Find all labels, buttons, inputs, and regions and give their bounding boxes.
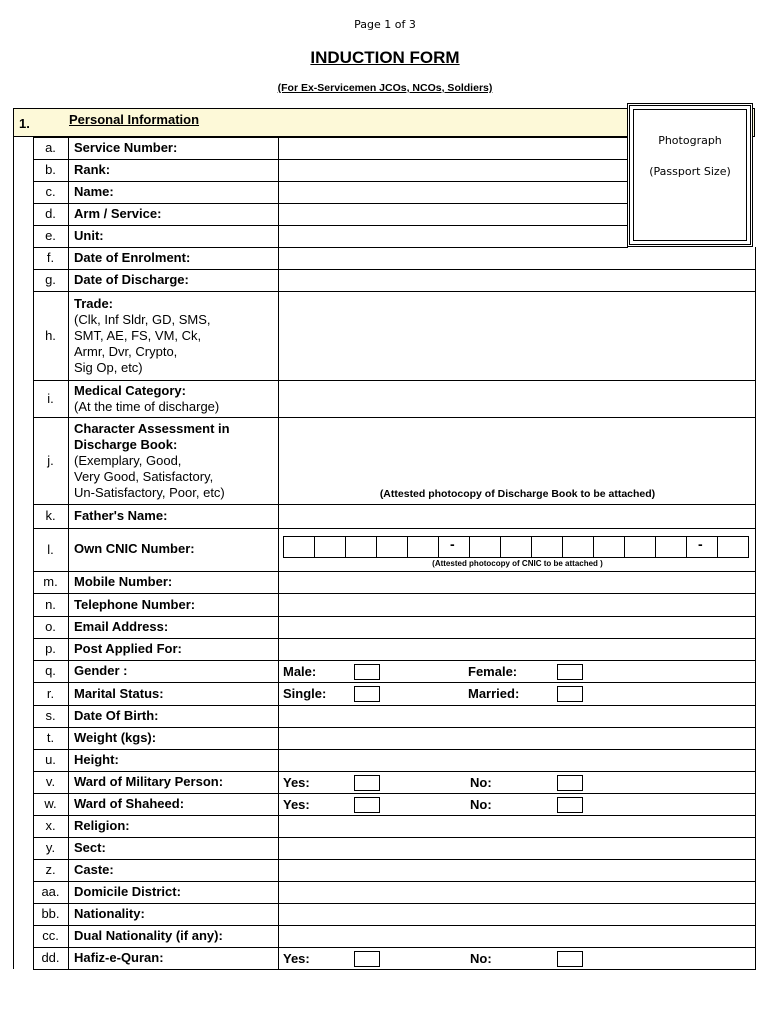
field-letter: l.	[47, 541, 54, 557]
field-value-cell[interactable]	[280, 750, 754, 770]
page-number: Page 1 of 3	[354, 18, 416, 31]
option-label: No:	[470, 797, 492, 812]
field-letter: x.	[45, 818, 56, 833]
field-label: Marital Status:	[74, 685, 164, 701]
field-value-cell[interactable]	[280, 572, 754, 592]
field-letter: k.	[45, 508, 56, 523]
field-letter: h.	[45, 327, 56, 343]
field-label: Mobile Number:	[74, 574, 173, 589]
field-value-cell[interactable]	[280, 381, 754, 416]
cnic-digit-box[interactable]	[624, 536, 656, 558]
field-value-cell[interactable]	[280, 204, 626, 224]
field-label: Own CNIC Number:	[74, 541, 195, 556]
option-checkbox[interactable]	[354, 775, 380, 791]
field-label: Sect:	[74, 840, 106, 855]
field-label: Date Of Birth:	[74, 708, 159, 723]
cnic-digit-box[interactable]	[376, 536, 408, 558]
field-value-cell[interactable]	[280, 860, 754, 880]
section-title: Personal Information	[69, 112, 200, 127]
field-label: Character Assessment in Discharge Book: (Exemplary, Good, Very Good, Satisfactory, Un-Satisfactory, Poor, etc)	[74, 420, 230, 500]
field-letter: cc.	[42, 928, 59, 943]
field-label: Telephone Number:	[74, 596, 196, 612]
option-checkbox[interactable]	[557, 664, 583, 680]
field-label: Name:	[74, 184, 114, 199]
field-value-cell[interactable]	[280, 160, 626, 180]
field-letter: q.	[45, 663, 56, 678]
field-label: Religion:	[74, 818, 130, 833]
option-label: No:	[470, 775, 492, 790]
field-letter: t.	[46, 730, 55, 745]
photograph-frame	[633, 109, 747, 241]
option-checkbox[interactable]	[354, 951, 380, 967]
option-label: Married:	[468, 686, 520, 701]
attachment-note: (Attested photocopy of Discharge Book to be attached)	[379, 488, 656, 500]
form-subtitle: (For Ex-Servicemen JCOs, NCOs, Soldiers)	[277, 82, 493, 94]
option-checkbox[interactable]	[557, 775, 583, 791]
field-value-cell[interactable]	[280, 794, 754, 814]
field-letter: s.	[45, 708, 56, 723]
field-label: Hafiz-e-Quran:	[74, 950, 164, 965]
cnic-digit-box[interactable]	[283, 536, 315, 558]
field-letter: c.	[45, 184, 56, 199]
field-label: Ward of Military Person:	[74, 774, 224, 789]
field-value-cell[interactable]	[280, 728, 754, 748]
option-checkbox[interactable]	[557, 686, 583, 702]
option-label: No:	[470, 951, 492, 966]
field-letter: aa.	[41, 884, 60, 899]
cnic-digit-box[interactable]	[345, 536, 377, 558]
cnic-digit-box[interactable]	[562, 536, 594, 558]
option-label: Female:	[468, 664, 518, 679]
option-checkbox[interactable]	[354, 686, 380, 702]
option-checkbox[interactable]	[354, 664, 380, 680]
field-value-cell[interactable]	[280, 138, 626, 158]
photograph-label: Photograph	[658, 134, 722, 147]
field-letter: dd.	[41, 950, 60, 965]
column-divider-letter	[68, 137, 69, 969]
cnic-digit-box[interactable]	[655, 536, 687, 558]
cnic-digit-box[interactable]	[531, 536, 563, 558]
option-label: Male:	[283, 664, 317, 679]
column-divider-label	[278, 137, 279, 969]
field-letter: z.	[45, 862, 56, 877]
field-letter: m.	[43, 574, 58, 589]
field-value-cell[interactable]	[280, 882, 754, 902]
field-label: Arm / Service:	[74, 206, 162, 221]
field-value-cell[interactable]	[280, 226, 626, 246]
option-label: Yes:	[283, 775, 310, 790]
field-value-cell[interactable]	[280, 948, 754, 968]
field-letter: o.	[45, 619, 56, 634]
field-value-cell[interactable]	[280, 926, 754, 946]
field-label: Weight (kgs):	[74, 730, 157, 745]
field-letter: v.	[45, 774, 56, 789]
field-label: Height:	[74, 752, 119, 767]
cnic-digit-box[interactable]	[717, 536, 749, 558]
field-letter: e.	[45, 228, 56, 243]
field-label: Dual Nationality (if any):	[74, 928, 223, 943]
cnic-attachment-note: (Attested photocopy of CNIC to be attached )	[432, 559, 603, 568]
field-label: Medical Category: (At the time of discharge)	[74, 382, 220, 414]
field-label: Gender :	[74, 663, 128, 678]
field-letter: g.	[45, 272, 56, 287]
option-label: Yes:	[283, 951, 310, 966]
field-letter: n.	[45, 596, 56, 612]
field-letter: b.	[45, 162, 56, 177]
field-value-cell[interactable]	[280, 248, 754, 268]
table-border-right	[755, 247, 756, 969]
cnic-digit-box[interactable]	[500, 536, 532, 558]
field-label: Caste:	[74, 862, 114, 877]
option-checkbox[interactable]	[557, 951, 583, 967]
cnic-digit-box[interactable]	[469, 536, 501, 558]
field-value-cell[interactable]	[280, 816, 754, 836]
field-value-cell[interactable]	[280, 270, 754, 290]
row-divider	[33, 969, 756, 970]
field-value-cell[interactable]	[280, 772, 754, 792]
option-label: Yes:	[283, 797, 310, 812]
field-label: Service Number:	[74, 140, 178, 155]
field-label: Ward of Shaheed:	[74, 796, 185, 811]
cnic-digit-box[interactable]	[407, 536, 439, 558]
field-label: Trade: (Clk, Inf Sldr, GD, SMS, SMT, AE, FS, VM, Ck, Armr, Dvr, Crypto, Sig Op, etc)	[74, 295, 211, 375]
field-label: Date of Enrolment:	[74, 250, 191, 265]
field-label: Post Applied For:	[74, 641, 182, 656]
field-label: Nationality:	[74, 906, 145, 921]
photograph-size-label: (Passport Size)	[649, 165, 731, 178]
section-number: 1.	[19, 116, 30, 131]
photograph-box[interactable]	[627, 103, 753, 247]
form-title: INDUCTION FORM	[310, 48, 460, 67]
option-checkbox[interactable]	[354, 797, 380, 813]
field-label: Rank:	[74, 162, 111, 177]
field-letter: p.	[45, 641, 56, 656]
field-value-cell[interactable]	[280, 904, 754, 924]
field-label: Date of Discharge:	[74, 272, 189, 287]
field-label: Unit:	[74, 228, 104, 243]
field-letter: j.	[47, 452, 54, 468]
field-letter: y.	[45, 840, 56, 855]
field-value-cell[interactable]	[280, 838, 754, 858]
field-value-cell[interactable]	[280, 594, 754, 615]
field-value-cell[interactable]	[280, 182, 626, 202]
field-value-cell[interactable]	[280, 706, 754, 726]
field-value-cell[interactable]	[280, 292, 754, 379]
option-checkbox[interactable]	[557, 797, 583, 813]
cnic-separator: -	[450, 536, 455, 552]
field-value-cell[interactable]	[280, 617, 754, 637]
field-label: Father's Name:	[74, 508, 168, 523]
field-value-cell[interactable]	[280, 505, 754, 527]
field-letter: r.	[46, 685, 55, 701]
field-letter: u.	[45, 752, 56, 767]
cnic-digit-box[interactable]	[314, 536, 346, 558]
field-letter: w.	[44, 796, 57, 811]
field-label: Email Address:	[74, 619, 169, 634]
option-label: Single:	[283, 686, 327, 701]
cnic-separator: -	[698, 536, 703, 552]
field-value-cell[interactable]	[280, 639, 754, 659]
field-letter: f.	[46, 250, 55, 265]
field-letter: a.	[45, 140, 56, 155]
field-letter: d.	[45, 206, 56, 221]
field-letter: i.	[47, 390, 54, 406]
field-label: Domicile District:	[74, 884, 181, 899]
table-outer-left	[13, 137, 14, 969]
field-letter: bb.	[41, 906, 60, 921]
cnic-digit-box[interactable]	[593, 536, 625, 558]
